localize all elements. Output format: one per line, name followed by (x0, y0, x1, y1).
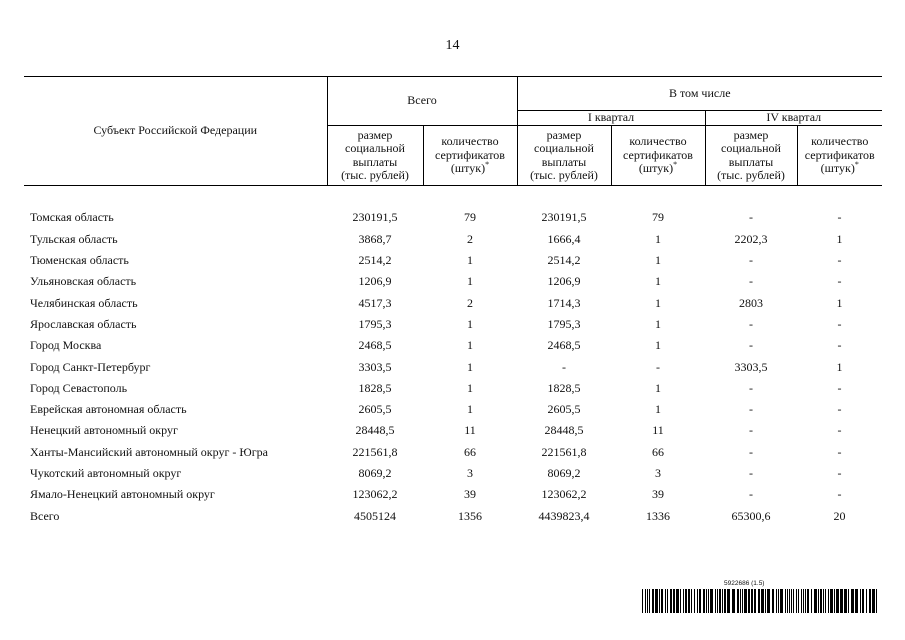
barcode-number: 5922686 (1.5) (724, 580, 765, 587)
q1-count-cell: 39 (652, 487, 664, 502)
q1-payment-cell: 1714,3 (547, 295, 581, 310)
q1-payment-cell: 1666,4 (547, 231, 581, 246)
q4-count-cell: - (837, 253, 842, 268)
table-row (24, 207, 882, 228)
subject-cell: Город Санкт-Петербург (30, 359, 151, 374)
total-count-cell: 2 (467, 295, 473, 310)
subject-cell: Всего (30, 508, 60, 523)
q4-count-cell: - (837, 316, 842, 331)
total-count-cell: 1 (467, 338, 473, 353)
q1-count-cell: 79 (652, 210, 664, 225)
total-count-cell: 1356 (458, 508, 482, 523)
subject-cell: Город Севастополь (30, 380, 128, 395)
table-row (24, 378, 882, 399)
table-row (24, 463, 882, 484)
table-header (24, 77, 882, 186)
subject-cell: Ямало-Ненецкий автономный округ (30, 487, 215, 502)
q4-count-cell: 1 (836, 359, 843, 374)
total-payment-cell: 221561,8 (352, 444, 398, 459)
q4-payment-cell: - (749, 253, 753, 268)
subject-cell: Ульяновская область (30, 274, 137, 289)
total-cert-header: количество сертификатов (штук)* (423, 126, 517, 186)
table-row (24, 505, 882, 526)
q1-payment-cell: 1206,9 (547, 274, 581, 289)
q4-payment-cell: - (749, 423, 753, 438)
q1-payment-cell: 230191,5 (541, 210, 587, 225)
q4-count-cell: - (837, 338, 842, 353)
table-row (24, 399, 882, 420)
q1-count-cell: 1 (655, 402, 661, 417)
subject-cell: Ненецкий автономный округ (30, 423, 178, 438)
total-count-cell: 1 (467, 316, 473, 331)
total-payment-cell: 2468,5 (358, 338, 392, 353)
subject-cell: Томская область (30, 210, 114, 225)
q4-payment-cell: - (749, 487, 753, 502)
q1-payment-cell: 2605,5 (547, 402, 581, 417)
table-row (24, 229, 882, 250)
q4-payment-cell: - (749, 210, 753, 225)
total-count-cell: 1 (467, 253, 473, 268)
total-header: Всего (327, 77, 517, 126)
q1-count-cell: 1 (655, 231, 661, 246)
q1-payment-header: размер социальной выплаты (тыс. рублей) (517, 126, 611, 186)
q1-payment-cell: 2514,2 (547, 253, 581, 268)
q1-count-cell: 66 (652, 444, 664, 459)
q1-payment-cell: 28448,5 (544, 423, 584, 438)
q4-payment-cell: - (749, 466, 753, 480)
q1-header: I квартал (517, 111, 705, 126)
q4-count-cell: 20 (833, 508, 846, 523)
total-payment-cell: 1795,3 (358, 316, 392, 331)
q1-payment-cell: 1795,3 (547, 316, 581, 331)
q4-count-cell: - (837, 210, 842, 225)
subject-cell: Тюменская область (30, 253, 129, 268)
q1-count-cell: 1336 (646, 508, 670, 523)
q4-payment-cell: - (749, 316, 753, 331)
total-payment-cell: 3868,7 (358, 231, 392, 246)
total-payment-cell: 1206,9 (358, 274, 392, 289)
q4-payment-cell: 65300,6 (731, 508, 771, 523)
q1-payment-cell: - (562, 359, 566, 374)
total-payment-cell: 3303,5 (358, 359, 392, 374)
total-payment-cell: 4505124 (354, 508, 396, 523)
q4-count-cell: - (837, 380, 842, 395)
subject-cell: Тульская область (30, 231, 118, 246)
total-count-cell: 1 (467, 380, 473, 395)
q4-payment-header: размер социальной выплаты (тыс. рублей) (705, 126, 797, 186)
q4-payment-cell: - (749, 444, 753, 459)
total-count-cell: 1 (467, 359, 473, 374)
subject-cell: Чукотский автономный округ (30, 466, 182, 480)
barcode-image (642, 589, 880, 613)
total-count-cell: 1 (467, 274, 473, 289)
q1-count-cell: 11 (652, 423, 664, 438)
q4-count-cell: - (837, 423, 842, 438)
q4-count-cell: - (837, 402, 842, 417)
table-row (24, 442, 882, 463)
q1-count-cell: 1 (655, 253, 661, 268)
q1-count-cell: 1 (655, 380, 661, 395)
q4-header: IV квартал (705, 111, 882, 126)
subject-cell: Ярославская область (30, 316, 137, 331)
q1-payment-cell: 8069,2 (547, 466, 581, 480)
total-count-cell: 2 (467, 231, 473, 246)
q1-payment-cell: 4439823,4 (538, 508, 590, 523)
q4-cert-header: количество сертификатов (штук)* (797, 126, 882, 186)
table-row (24, 292, 882, 313)
total-payment-cell: 28448,5 (355, 423, 395, 438)
q4-payment-cell: 3303,5 (734, 359, 768, 374)
q4-count-cell: - (837, 444, 842, 459)
q4-count-cell: 1 (836, 231, 843, 246)
total-payment-cell: 2605,5 (358, 402, 392, 417)
q4-count-cell: - (837, 274, 842, 289)
q4-count-cell: - (837, 466, 842, 480)
q1-cert-header: количество сертификатов (штук)* (611, 126, 705, 186)
certificates-table (24, 76, 882, 527)
in-that-number-header: В том числе (517, 77, 882, 111)
total-payment-header: размер социальной выплаты (тыс. рублей) (327, 126, 423, 186)
q4-payment-cell: - (749, 380, 753, 395)
table-row (24, 420, 882, 441)
table-row (24, 250, 882, 271)
subject-column-header: Субъект Российской Федерации (24, 77, 327, 186)
table-body (24, 186, 882, 527)
subject-cell: Город Москва (30, 338, 102, 353)
q4-payment-cell: - (749, 402, 753, 417)
total-count-cell: 39 (464, 487, 476, 502)
total-count-cell: 66 (464, 444, 476, 459)
table-row (24, 484, 882, 505)
q1-count-cell: 1 (655, 316, 661, 331)
table-row (24, 271, 882, 292)
q4-payment-cell: - (749, 274, 753, 289)
q1-payment-cell: 1828,5 (547, 380, 581, 395)
total-payment-cell: 2514,2 (358, 253, 392, 268)
total-payment-cell: 1828,5 (358, 380, 392, 395)
table-row (24, 335, 882, 356)
subject-cell: Ханты-Мансийский автономный округ - Югра (30, 444, 268, 459)
total-payment-cell: 230191,5 (352, 210, 398, 225)
q1-count-cell: 1 (655, 274, 661, 289)
total-count-cell: 1 (467, 402, 473, 417)
table-row (24, 314, 882, 335)
q1-count-cell: 1 (655, 338, 661, 353)
q4-payment-cell: 2803 (739, 295, 763, 310)
total-payment-cell: 123062,2 (352, 487, 398, 502)
q1-payment-cell: 123062,2 (541, 487, 587, 502)
total-payment-cell: 4517,3 (358, 295, 392, 310)
page-number: 14 (445, 38, 460, 53)
q4-payment-cell: - (749, 338, 753, 353)
table-row (24, 356, 882, 377)
q1-payment-cell: 221561,8 (541, 444, 587, 459)
subject-cell: Еврейская автономная область (30, 402, 187, 417)
q4-count-cell: 1 (836, 295, 843, 310)
total-payment-cell: 8069,2 (358, 466, 392, 480)
q1-payment-cell: 2468,5 (547, 338, 581, 353)
q4-count-cell: - (837, 487, 842, 502)
total-count-cell: 79 (464, 210, 476, 225)
total-count-cell: 11 (464, 423, 476, 438)
q1-count-cell: 3 (655, 466, 661, 480)
q1-count-cell: - (656, 359, 660, 374)
q1-count-cell: 1 (655, 295, 661, 310)
q4-payment-cell: 2202,3 (734, 231, 768, 246)
subject-cell: Челябинская область (30, 295, 138, 310)
total-count-cell: 3 (467, 466, 473, 480)
